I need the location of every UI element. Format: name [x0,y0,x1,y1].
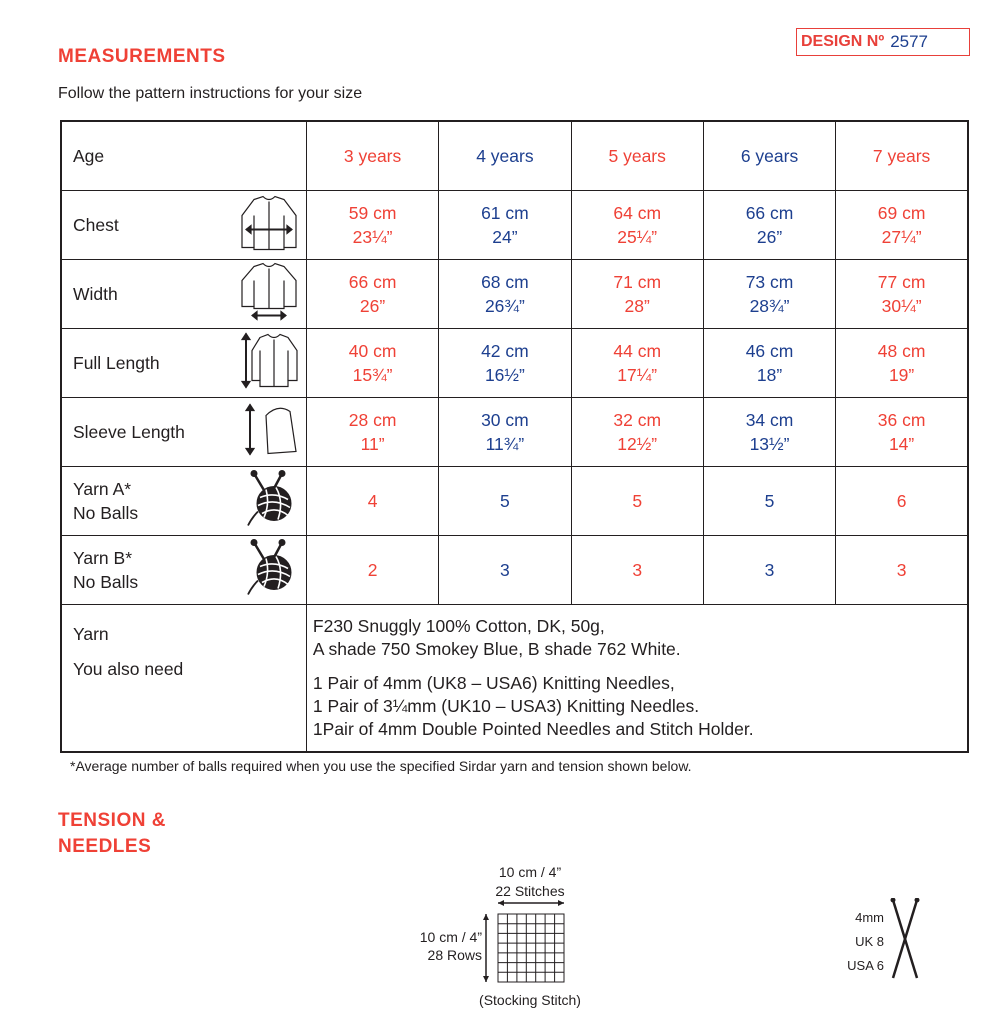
width-value: 71 cm 28” [571,259,703,328]
needle-detail-line: 1Pair of 4mm Double Pointed Needles and Stitch Holder. [312,718,754,739]
sleeve-length-value: 36 cm 14” [836,397,968,466]
sleeve-length-value: 32 cm 12½” [571,397,703,466]
width-diagram-icon [240,262,298,325]
sleeve-length-value: 28 cm 11” [306,397,438,466]
requirements-details [306,604,968,752]
design-number: 2577 [890,32,929,51]
yarn-b-value: 3 [571,535,703,604]
chest-value: 59 cm 23¼” [306,190,438,259]
yarn-label: Yarn [73,623,109,644]
full-length-label: Full Length [61,328,306,397]
measurements-table [60,120,969,753]
needle-mm-label: 4mm [855,910,884,925]
width-value: 73 cm 28¾” [703,259,835,328]
width-row [61,259,968,328]
yarn-b-row [61,535,968,604]
intro-text: Follow the pattern instructions for your size [58,85,363,102]
width-value: 68 cm 26¾” [439,259,571,328]
yarn-b-value: 2 [306,535,438,604]
full-length-value: 42 cm 16½” [439,328,571,397]
yarn-b-label: Yarn B* No Balls [61,535,306,604]
chest-diagram-icon [240,193,298,256]
yarn-b-value: 3 [703,535,835,604]
yarn-b-value: 3 [439,535,571,604]
tension-grid-diagram [478,898,570,986]
yarn-a-value: 5 [439,466,571,535]
needle-detail-line: 1 Pair of 4mm (UK8 – USA6) Knitting Needles, [312,672,675,693]
age-value: 7 years [836,121,968,190]
needle-usa-label: USA 6 [847,958,884,973]
width-value: 77 cm 30¼” [836,259,968,328]
chest-value: 69 cm 27¼” [836,190,968,259]
sleeve-length-value: 30 cm 11¾” [439,397,571,466]
width-label: Width [61,259,306,328]
full-length-diagram-icon [240,330,298,395]
requirements-row [61,604,968,752]
sleeve-length-label: Sleeve Length [61,397,306,466]
width-value: 66 cm 26” [306,259,438,328]
yarn-a-label: Yarn A* No Balls [61,466,306,535]
yarn-a-value: 6 [836,466,968,535]
age-value: 6 years [703,121,835,190]
design-number-box [796,28,970,56]
full-length-value: 46 cm 18” [703,328,835,397]
yarn-a-value: 5 [571,466,703,535]
needle-detail-line: 1 Pair of 3¼mm (UK10 – USA3) Knitting Needles. [312,695,700,716]
sleeve-length-row [61,397,968,466]
footnote: *Average number of balls required when you use the specified Sirdar yarn and tension shown below. [70,758,692,774]
age-value: 3 years [306,121,438,190]
sleeve-length-value: 34 cm 13½” [703,397,835,466]
yarn-b-value: 3 [836,535,968,604]
full-length-value: 40 cm 15¾” [306,328,438,397]
chest-row [61,190,968,259]
chest-value: 64 cm 25¼” [571,190,703,259]
age-row [61,121,968,190]
also-need-label: You also need [73,658,184,679]
yarn-a-value: 4 [306,466,438,535]
yarn-detail-line: F230 Snuggly 100% Cotton, DK, 50g, [312,615,605,636]
yarn-a-value: 5 [703,466,835,535]
yarn-a-row [61,466,968,535]
yarn-ball-icon [244,538,298,601]
chest-label: Chest [61,190,306,259]
stitch-type-label: (Stocking Stitch) [479,992,581,1008]
stitch-width-label: 10 cm / 4” 22 Stitches [495,864,565,899]
rows-height-label: 10 cm / 4” 28 Rows [419,929,482,963]
yarn-ball-icon [244,469,298,532]
measurements-heading: MEASUREMENTS [58,46,226,67]
chest-value: 66 cm 26” [703,190,835,259]
full-length-row [61,328,968,397]
age-value: 5 years [571,121,703,190]
requirements-labels [61,604,306,752]
chest-value: 61 cm 24” [439,190,571,259]
full-length-value: 44 cm 17¼” [571,328,703,397]
age-value: 4 years [439,121,571,190]
yarn-detail-line: A shade 750 Smokey Blue, B shade 762 White. [312,638,681,659]
needle-uk-label: UK 8 [855,934,884,949]
tension-heading: TENSION & NEEDLES [58,810,166,857]
age-label: Age [61,121,306,190]
sleeve-length-diagram-icon [240,401,298,462]
crossed-needles-icon [888,898,922,982]
design-label: DESIGN Nº [801,33,885,50]
full-length-value: 48 cm 19” [836,328,968,397]
